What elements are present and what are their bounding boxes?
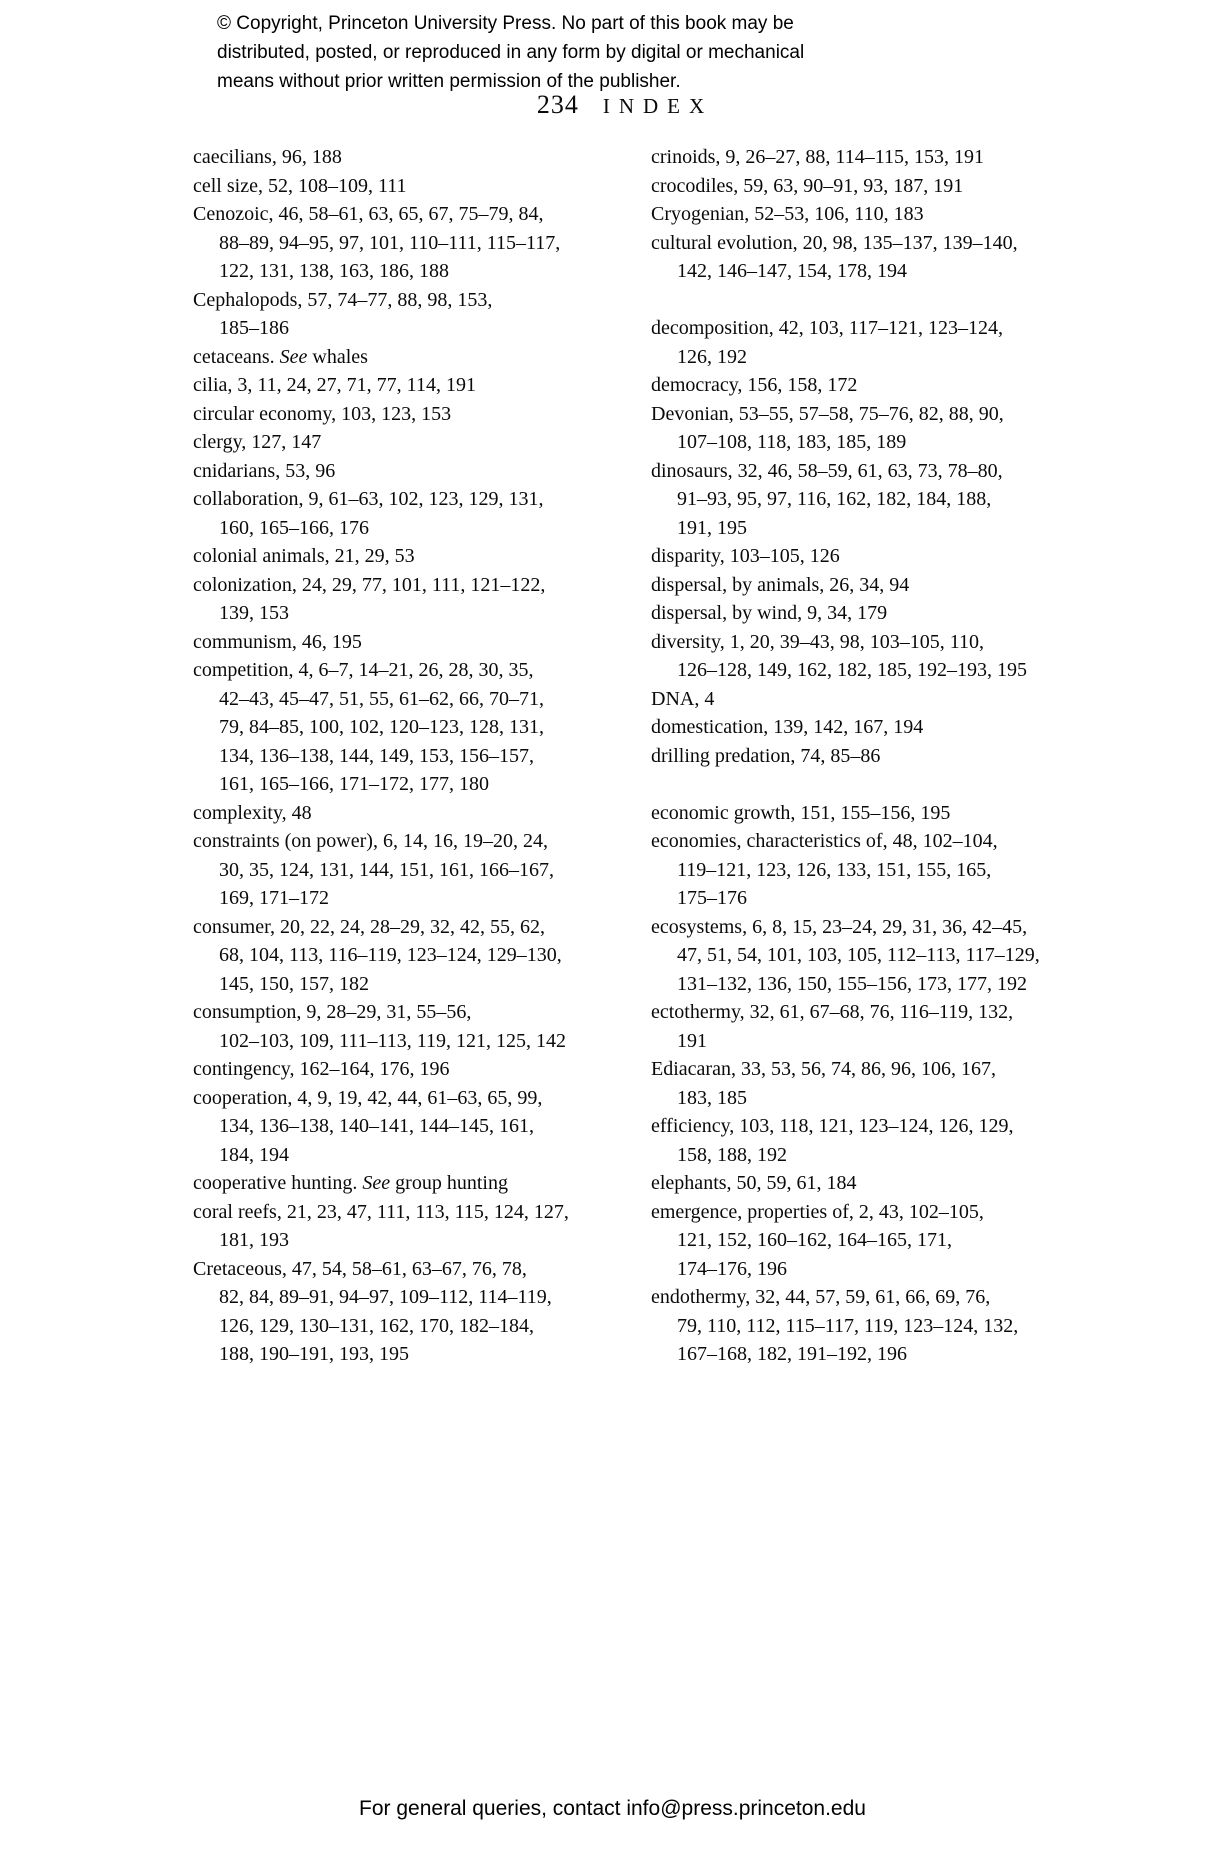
index-entry	[193, 1084, 648, 1170]
index-entry-first-line: ectothermy, 32, 61, 67–68, 76, 116–119, 132,	[651, 1001, 1014, 1023]
index-entry	[193, 200, 648, 286]
index-entry	[193, 485, 648, 542]
index-entry	[651, 172, 1211, 201]
index-entry-continuation-line: 161, 165–166, 171–172, 177, 180	[219, 773, 489, 795]
index-entry	[651, 913, 1211, 999]
index-entry-first-line: circular economy, 103, 123, 153	[193, 402, 452, 425]
index-entry	[651, 1283, 1211, 1369]
index-entry-first-line: Ediacaran, 33, 53, 56, 74, 86, 96, 106, 167,	[651, 1058, 996, 1080]
index-entry-continuation-line: 79, 110, 112, 115–117, 119, 123–124, 132,	[677, 1314, 1019, 1337]
index-entry-first-line: coral reefs, 21, 23, 47, 111, 113, 115, 124, 127,	[193, 1200, 569, 1223]
index-entry-continuation-line: 107–108, 118, 183, 185, 189	[677, 431, 907, 453]
index-entry-continuation-line: 47, 51, 54, 101, 103, 105, 112–113, 117–129,	[677, 944, 1040, 966]
index-entry	[651, 1055, 1211, 1112]
index-entry-first-line: decomposition, 42, 103, 117–121, 123–124,	[651, 317, 1004, 339]
index-entry	[651, 314, 1211, 371]
index-entry	[193, 457, 648, 486]
index-entry	[651, 599, 1211, 628]
index-entry	[193, 571, 648, 628]
index-entry	[651, 143, 1211, 172]
index-entry	[193, 371, 648, 400]
index-entry-continuation-line: 42–43, 45–47, 51, 55, 61–62, 66, 70–71,	[219, 687, 544, 710]
index-entry-continuation-line: 183, 185	[677, 1086, 747, 1109]
index-entry-first-line: Cenozoic, 46, 58–61, 63, 65, 67, 75–79, 84,	[193, 203, 544, 225]
index-entry	[193, 542, 648, 571]
index-title: INDEX	[602, 94, 714, 118]
page-footer-contact: For general queries, contact info@press.princeton.edu	[359, 1797, 866, 1820]
index-entry-first-line: cooperation, 4, 9, 19, 42, 44, 61–63, 65, 99,	[193, 1086, 543, 1109]
index-entry-continuation-line: 167–168, 182, 191–192, 196	[677, 1343, 907, 1365]
index-entry	[193, 656, 648, 799]
index-entry-continuation-line: 126, 129, 130–131, 162, 170, 182–184,	[219, 1314, 534, 1337]
index-entry	[193, 1055, 648, 1084]
index-entry-continuation-line: 79, 84–85, 100, 102, 120–123, 128, 131,	[219, 716, 544, 738]
index-entry	[651, 742, 1211, 771]
index-entry-first-line: dispersal, by wind, 9, 34, 179	[651, 602, 888, 624]
index-entry	[651, 713, 1211, 742]
index-left-column	[193, 143, 648, 1369]
page-header	[193, 90, 1057, 120]
index-entry-first-line: elephants, 50, 59, 61, 184	[651, 1172, 857, 1194]
index-entry-first-line: economies, characteristics of, 48, 102–104,	[651, 830, 998, 852]
index-entry-first-line: dinosaurs, 32, 46, 58–59, 61, 63, 73, 78–80,	[651, 459, 1003, 482]
index-entry	[651, 457, 1211, 543]
index-entry	[651, 200, 1211, 229]
index-entry-first-line: economic growth, 151, 155–156, 195	[651, 801, 951, 824]
index-entry-continuation-line: 188, 190–191, 193, 195	[219, 1343, 409, 1365]
index-entry-first-line: drilling predation, 74, 85–86	[651, 744, 881, 767]
index-entry-continuation-line: 181, 193	[219, 1229, 289, 1251]
copyright-notice	[217, 9, 804, 96]
index-entry	[193, 428, 648, 457]
index-entry	[651, 1112, 1211, 1169]
index-entry-first-line: emergence, properties of, 2, 43, 102–105,	[651, 1200, 984, 1223]
index-entry	[193, 913, 648, 999]
index-entry	[651, 400, 1211, 457]
index-entry-continuation-line: 134, 136–138, 144, 149, 153, 156–157,	[219, 744, 534, 767]
index-entry-first-line: cultural evolution, 20, 98, 135–137, 139–140,	[651, 231, 1018, 254]
index-entry	[651, 628, 1211, 685]
index-entry	[193, 343, 648, 372]
index-entry-continuation-line: 121, 152, 160–162, 164–165, 171,	[677, 1229, 952, 1251]
index-entry-first-line: Cryogenian, 52–53, 106, 110, 183	[651, 203, 924, 225]
index-entry-continuation-line: 145, 150, 157, 182	[219, 972, 369, 995]
index-entry-continuation-line: 185–186	[219, 317, 289, 339]
index-entry-first-line: DNA, 4	[651, 687, 715, 710]
index-entry-first-line: domestication, 139, 142, 167, 194	[651, 716, 924, 738]
index-entry-first-line: constraints (on power), 6, 14, 16, 19–20, 24,	[193, 830, 548, 852]
index-entry	[651, 827, 1211, 913]
index-entry	[193, 172, 648, 201]
index-entry	[193, 628, 648, 657]
index-entry-first-line: complexity, 48	[193, 801, 312, 824]
index-entry-first-line: Devonian, 53–55, 57–58, 75–76, 82, 88, 90,	[651, 402, 1004, 425]
index-entry-first-line: consumption, 9, 28–29, 31, 55–56,	[193, 1001, 472, 1023]
index-entry-first-line: disparity, 103–105, 126	[651, 545, 840, 567]
index-entry-first-line: cooperative hunting. See group hunting	[193, 1172, 508, 1194]
index-entry-continuation-line: 158, 188, 192	[677, 1143, 787, 1166]
index-entry-continuation-line: 126, 192	[677, 345, 747, 368]
index-entry-continuation-line: 122, 131, 138, 163, 186, 188	[219, 260, 449, 282]
index-entry-continuation-line: 82, 84, 89–91, 94–97, 109–112, 114–119,	[219, 1286, 552, 1308]
index-entry-continuation-line: 102–103, 109, 111–113, 119, 121, 125, 142	[219, 1029, 567, 1052]
index-entry-first-line: competition, 4, 6–7, 14–21, 26, 28, 30, 35,	[193, 659, 534, 681]
index-entry-continuation-line: 142, 146–147, 154, 178, 194	[677, 260, 907, 282]
index-entry	[651, 685, 1211, 714]
index-entry	[193, 827, 648, 913]
index-entry-first-line: clergy, 127, 147	[193, 431, 322, 453]
index-entry-continuation-line: 175–176	[677, 887, 747, 909]
index-entry-continuation-line: 88–89, 94–95, 97, 101, 110–111, 115–117,	[219, 231, 561, 254]
index-entry	[651, 998, 1211, 1055]
index-entry-continuation-line: 91–93, 95, 97, 116, 162, 182, 184, 188,	[677, 488, 992, 510]
copyright-line: means without prior written permission of the publisher.	[217, 71, 681, 92]
index-entry	[193, 1169, 648, 1198]
index-entry-first-line: collaboration, 9, 61–63, 102, 123, 129, 131,	[193, 488, 544, 510]
index-entry-first-line: efficiency, 103, 118, 121, 123–124, 126, 129,	[651, 1115, 1014, 1137]
index-entry-first-line: communism, 46, 195	[193, 630, 362, 653]
index-entry-continuation-line: 134, 136–138, 140–141, 144–145, 161,	[219, 1115, 534, 1137]
index-entry-first-line: cetaceans. See whales	[193, 345, 368, 368]
index-entry	[651, 1169, 1211, 1198]
index-entry-first-line: cilia, 3, 11, 24, 27, 71, 77, 114, 191	[193, 374, 476, 396]
index-entry-first-line: cell size, 52, 108–109, 111	[193, 174, 407, 197]
index-entry	[193, 998, 648, 1055]
index-entry-first-line: cnidarians, 53, 96	[193, 459, 336, 482]
index-entry-first-line: ecosystems, 6, 8, 15, 23–24, 29, 31, 36, 42–45,	[651, 915, 1028, 938]
index-entry-continuation-line: 174–176, 196	[677, 1257, 787, 1280]
index-entry-first-line: Cretaceous, 47, 54, 58–61, 63–67, 76, 78,	[193, 1257, 527, 1280]
index-entry-continuation-line: 160, 165–166, 176	[219, 516, 369, 539]
index-entry-first-line: democracy, 156, 158, 172	[651, 374, 858, 396]
index-entry-first-line: crocodiles, 59, 63, 90–91, 93, 187, 191	[651, 174, 964, 197]
index-entry-continuation-line: 191, 195	[677, 516, 747, 539]
index-entry	[193, 400, 648, 429]
index-entry-first-line: contingency, 162–164, 176, 196	[193, 1058, 450, 1080]
index-entry-continuation-line: 191	[677, 1029, 707, 1052]
index-entry-continuation-line: 126–128, 149, 162, 182, 185, 192–193, 195	[677, 659, 1027, 681]
index-entry	[651, 542, 1211, 571]
index-entry	[651, 371, 1211, 400]
index-entry-continuation-line: 30, 35, 124, 131, 144, 151, 161, 166–167,	[219, 858, 554, 881]
index-entry-first-line: colonial animals, 21, 29, 53	[193, 545, 415, 567]
index-entry	[651, 229, 1211, 286]
index-entry-continuation-line: 184, 194	[219, 1143, 289, 1166]
index-entry-continuation-line: 139, 153	[219, 602, 289, 624]
index-entry-first-line: dispersal, by animals, 26, 34, 94	[651, 573, 910, 596]
index-entry-continuation-line: 119–121, 123, 126, 133, 151, 155, 165,	[677, 858, 992, 881]
index-entry	[651, 799, 1211, 828]
index-entry-first-line: consumer, 20, 22, 24, 28–29, 32, 42, 55, 62,	[193, 915, 545, 938]
index-entry-continuation-line: 131–132, 136, 150, 155–156, 173, 177, 192	[677, 972, 1027, 995]
index-entry-first-line: caecilians, 96, 188	[193, 146, 342, 168]
index-entry-first-line: diversity, 1, 20, 39–43, 98, 103–105, 110,	[651, 630, 984, 653]
index-entry-first-line: colonization, 24, 29, 77, 101, 111, 121–122,	[193, 573, 546, 596]
page-number: 234	[536, 90, 579, 119]
copyright-line: © Copyright, Princeton University Press. No part of this book may be	[217, 13, 794, 34]
index-right-column	[651, 143, 1211, 1369]
index-entry	[651, 1198, 1211, 1284]
index-entry-first-line: Cephalopods, 57, 74–77, 88, 98, 153,	[193, 288, 493, 311]
index-entry	[651, 571, 1211, 600]
copyright-line: distributed, posted, or reproduced in any form by digital or mechanical	[217, 42, 805, 63]
index-entry	[193, 1255, 648, 1369]
index-entry-first-line: endothermy, 32, 44, 57, 59, 61, 66, 69, 76,	[651, 1286, 991, 1308]
index-entry	[193, 143, 648, 172]
index-entry	[193, 1198, 648, 1255]
index-entry-continuation-line: 169, 171–172	[219, 887, 329, 909]
index-entry	[193, 286, 648, 343]
index-entry-first-line: crinoids, 9, 26–27, 88, 114–115, 153, 191	[651, 146, 984, 168]
index-entry	[193, 799, 648, 828]
index-entry-continuation-line: 68, 104, 113, 116–119, 123–124, 129–130,	[219, 944, 562, 966]
